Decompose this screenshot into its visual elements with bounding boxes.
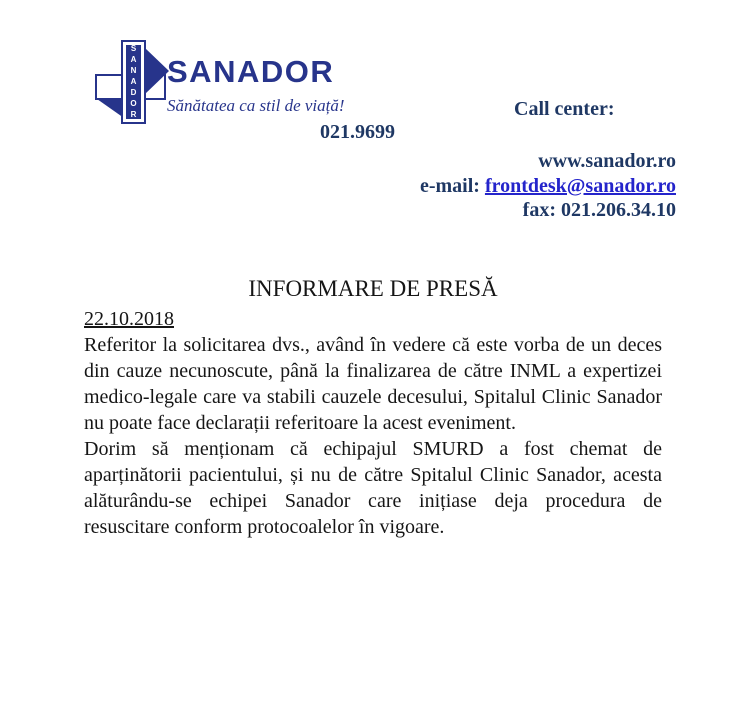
email-link[interactable]: frontdesk@sanador.ro: [484, 174, 676, 197]
fax-text: fax: 021.206.34.10: [522, 199, 676, 221]
logo-tagline: Sănătatea ca stil de viață!: [167, 96, 345, 115]
contact-block: [420, 149, 676, 223]
paragraph-1: Referitor la solicitarea dvs., având în vedere că este vorba de un deces din cauze necunoscute, până la finalizarea de către INML a expertizei medico-legale care va stabili cauzele decesului, Spitalul Clinic Sanador nu poate face declarații referitoare la acest eveniment.: [84, 334, 662, 434]
document-date: 22.10.2018: [84, 308, 174, 330]
call-center-label: Call center:: [514, 98, 615, 120]
website-text: www.sanador.ro: [538, 150, 676, 172]
email-label: e-mail:: [419, 174, 480, 197]
logo-wordmark: SANADOR: [167, 54, 335, 89]
logo-vertical-text: SANADOR: [129, 43, 138, 121]
sanador-logo: [95, 40, 171, 124]
document-body: [84, 274, 662, 540]
document-title: INFORMARE DE PRESĂ: [248, 276, 498, 301]
call-center-phone: 021.9699: [320, 121, 395, 143]
email-line: [420, 174, 676, 199]
paragraph-2: Dorim să menționam că echipajul SMURD a fost chemat de aparținătorii pacientului, și nu de către Spitalul Clinic Sanador, acesta alăturându-se echipei Sanador care inițiase deja procedura de resuscitare conform protocoalelor în vigoare.: [84, 438, 662, 538]
